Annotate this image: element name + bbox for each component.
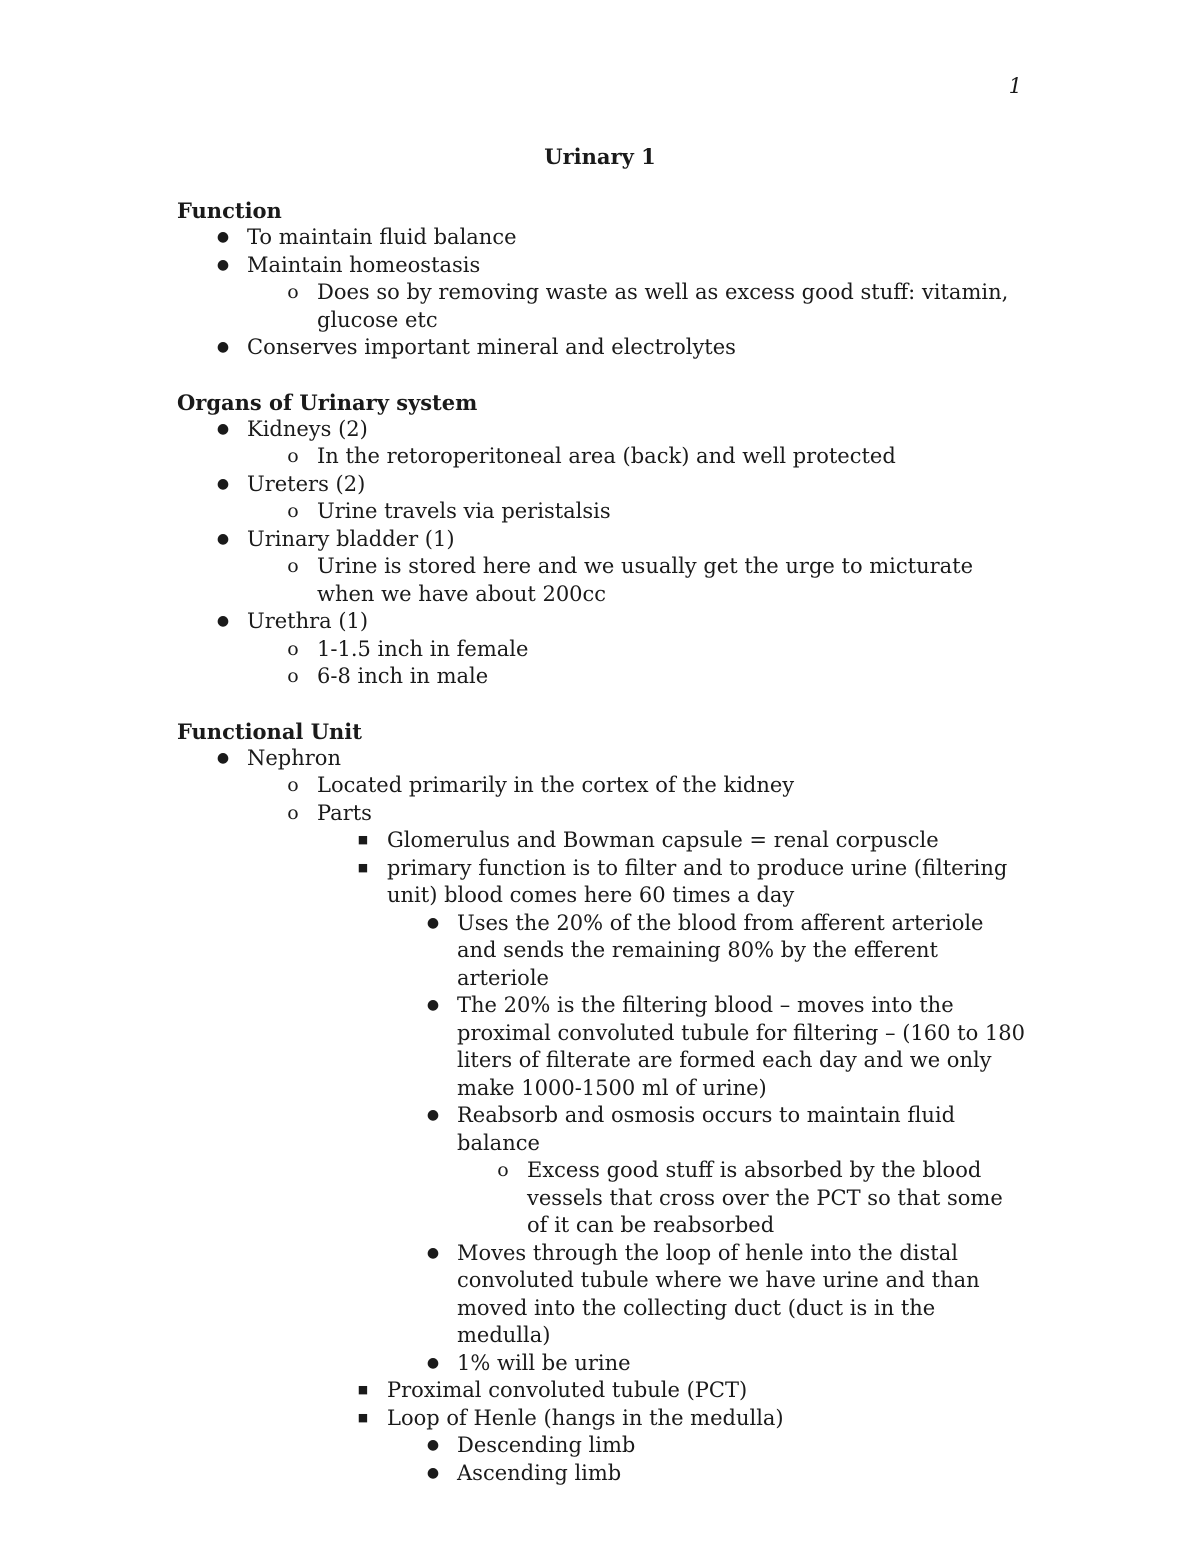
list-item-text: Conserves important mineral and electrolytes [247, 335, 736, 359]
list-item-text: Uses the 20% of the blood from afferent arteriole and sends the remaining 80% by the efferent arteriole [457, 910, 984, 990]
bullet-list-level-1 [177, 224, 1027, 362]
list-item [247, 553, 1027, 608]
list-item-text: Ascending limb [457, 1460, 622, 1485]
bullet-list-level-5 [457, 1157, 1027, 1240]
bullet-marker-icon [283, 772, 303, 800]
bullet-marker-icon [353, 1377, 373, 1407]
bullet-marker-icon [353, 1405, 373, 1435]
bullet-marker-icon [423, 1350, 443, 1380]
list-item [177, 416, 1027, 471]
list-item-text: Loop of Henle (hangs in the medulla) [387, 1405, 784, 1430]
list-item-text: primary function is to filter and to produce urine (filtering unit) blood comes here 60 times a day [387, 855, 1008, 907]
bullet-list-level-2 [247, 553, 1027, 608]
list-item-text: Urinary bladder (1) [247, 526, 455, 551]
list-item [387, 1240, 1027, 1350]
bullet-marker-icon [213, 608, 233, 638]
bullet-marker-icon [213, 334, 233, 364]
bullet-list-level-1 [177, 416, 1027, 691]
list-item [247, 772, 1027, 800]
section-heading: Function [177, 198, 282, 223]
bullet-marker-icon [423, 1460, 443, 1490]
document-body [177, 197, 1027, 1514]
bullet-list-level-4 [387, 910, 1027, 1378]
bullet-marker-icon [353, 827, 373, 857]
bullet-marker-icon [283, 636, 303, 664]
list-item-text: Urine is stored here and we usually get the urge to micturate when we have about 200cc [317, 554, 974, 606]
bullet-list-level-4 [387, 1432, 1027, 1487]
bullet-marker-icon [213, 471, 233, 501]
bullet-marker-icon [423, 1240, 443, 1270]
bullet-list-level-2 [247, 772, 1027, 1487]
bullet-list-level-2 [247, 636, 1027, 691]
list-item-text: Nephron [247, 745, 341, 770]
list-item [387, 992, 1027, 1102]
list-item [317, 1377, 1027, 1405]
section-heading: Organs of Urinary system [177, 389, 478, 415]
bullet-marker-icon [423, 992, 443, 1022]
bullet-marker-icon [283, 553, 303, 581]
list-item-text: Urethra (1) [247, 609, 369, 633]
list-item [387, 1460, 1027, 1488]
bullet-marker-icon [353, 855, 373, 885]
list-item-text: Kidneys (2) [247, 416, 368, 441]
list-item-text: Located primarily in the cortex of the kidney [317, 773, 795, 797]
list-item-text: To maintain fluid balance [247, 225, 517, 249]
page-number: 1 [1008, 74, 1022, 98]
list-item-text: Ureters (2) [247, 471, 366, 496]
bullet-marker-icon [213, 416, 233, 446]
list-item-text: Glomerulus and Bowman capsule = renal corpuscle [387, 828, 939, 852]
list-item-text: The 20% is the filtering blood – moves into the proximal convoluted tubule for filtering – (160 to 180 liters of filterate are formed each day and we only make 1000-1500 ml of urine) [457, 993, 1026, 1100]
list-item [177, 471, 1027, 526]
bullet-list-level-2 [247, 498, 1027, 526]
section-heading: Functional Unit [177, 718, 362, 744]
bullet-marker-icon [283, 498, 303, 526]
bullet-list-level-2 [247, 279, 1027, 334]
list-item [177, 334, 1027, 362]
list-item [247, 663, 1027, 691]
bullet-marker-icon [283, 800, 303, 828]
bullet-marker-icon [213, 745, 233, 775]
list-item [247, 800, 1027, 1488]
list-item [177, 252, 1027, 335]
bullet-marker-icon [283, 443, 303, 471]
list-item [387, 1102, 1027, 1240]
bullet-marker-icon [213, 252, 233, 282]
bullet-marker-icon [213, 526, 233, 556]
bullet-marker-icon [283, 663, 303, 691]
list-item [247, 279, 1027, 334]
list-item [247, 498, 1027, 526]
list-item [247, 443, 1027, 471]
list-item-text: Does so by removing waste as well as excess good stuff: vitamin, glucose etc [317, 280, 1009, 332]
list-item-text: 6-8 inch in male [317, 664, 489, 688]
list-item [457, 1157, 1027, 1240]
list-item-text: Reabsorb and osmosis occurs to maintain fluid balance [457, 1103, 956, 1155]
list-item-text: Excess good stuff is absorbed by the blood vessels that cross over the PCT so that some of it can be reabsorbed [527, 1158, 1003, 1237]
list-item-text: 1% will be urine [457, 1350, 631, 1375]
list-item [177, 526, 1027, 609]
bullet-list-level-1 [177, 745, 1027, 1488]
list-item [317, 1405, 1027, 1488]
list-item-text: Descending limb [457, 1433, 636, 1457]
bullet-marker-icon [423, 1102, 443, 1132]
list-item-text: 1-1.5 inch in female [317, 636, 529, 661]
list-item-text: Parts [317, 800, 372, 825]
list-item [177, 745, 1027, 1488]
list-item-text: Maintain homeostasis [247, 252, 481, 277]
list-item [317, 827, 1027, 855]
document-title: Urinary 1 [544, 144, 656, 169]
list-item-text: Moves through the loop of henle into the distal convoluted tubule where we have urine and than moved into the collecting duct (duct is in the medulla) [457, 1240, 980, 1347]
bullet-marker-icon [283, 279, 303, 307]
list-item [387, 1432, 1027, 1460]
list-item-text: In the retoroperitoneal area (back) and well protected [317, 444, 896, 468]
bullet-marker-icon [493, 1157, 513, 1185]
bullet-marker-icon [213, 224, 233, 254]
section-function [177, 197, 1027, 362]
list-item [387, 1350, 1027, 1378]
bullet-marker-icon [423, 1432, 443, 1462]
bullet-marker-icon [423, 910, 443, 940]
list-item-text: Urine travels via peristalsis [317, 499, 611, 523]
section-functional-unit [177, 718, 1027, 1488]
bullet-list-level-2 [247, 443, 1027, 471]
list-item-text: Proximal convoluted tubule (PCT) [387, 1378, 748, 1402]
list-item [177, 224, 1027, 252]
section-organs-of-urinary-system [177, 389, 1027, 691]
list-item [177, 608, 1027, 691]
list-item [387, 910, 1027, 993]
list-item [247, 636, 1027, 664]
list-item [317, 855, 1027, 1378]
bullet-list-level-3 [317, 827, 1027, 1487]
